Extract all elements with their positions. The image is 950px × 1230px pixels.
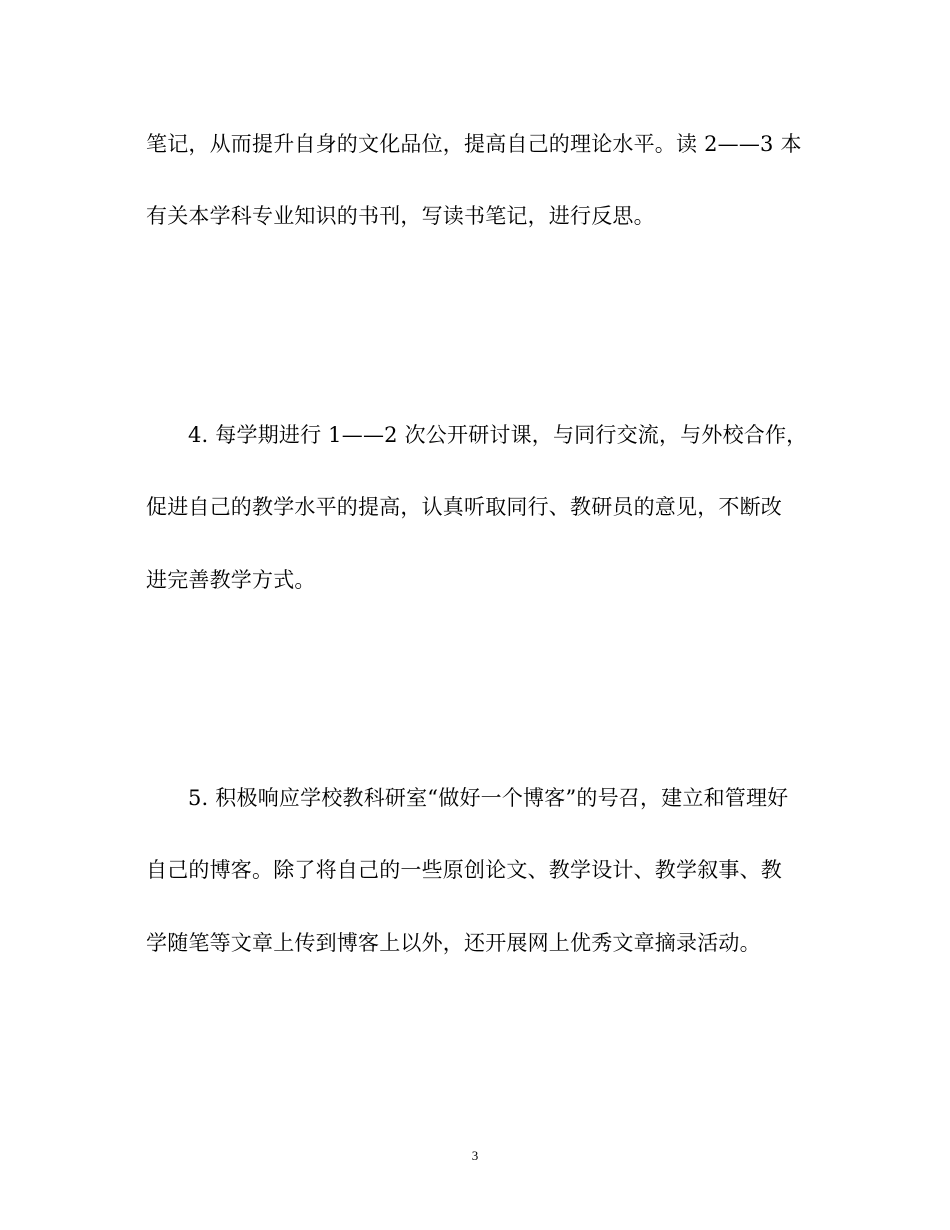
list-item-4-line: 4. 每学期进行 1——2 次公开研讨课，与同行交流，与外校合作， xyxy=(188,423,808,447)
list-item-4-line: 进完善教学方式。 xyxy=(146,568,316,592)
paragraph-line: 有关本学科专业知识的书刊，写读书笔记，进行反思。 xyxy=(146,204,655,228)
list-item-5-line: 学随笔等文章上传到博客上以外，还开展网上优秀文章摘录活动。 xyxy=(146,931,761,955)
paragraph-line: 笔记，从而提升自身的文化品位，提高自己的理论水平。读 2——3 本 xyxy=(146,132,802,156)
page-number: 3 xyxy=(471,1148,479,1163)
list-item-5-line: 自己的博客。除了将自己的一些原创论文、教学设计、教学叙事、教 xyxy=(146,858,782,882)
list-item-4-line: 促进自己的教学水平的提高，认真听取同行、教研员的意见，不断改 xyxy=(146,495,782,519)
list-item-5-line: 5. 积极响应学校教科研室“做好一个博客”的号召，建立和管理好 xyxy=(188,786,789,810)
